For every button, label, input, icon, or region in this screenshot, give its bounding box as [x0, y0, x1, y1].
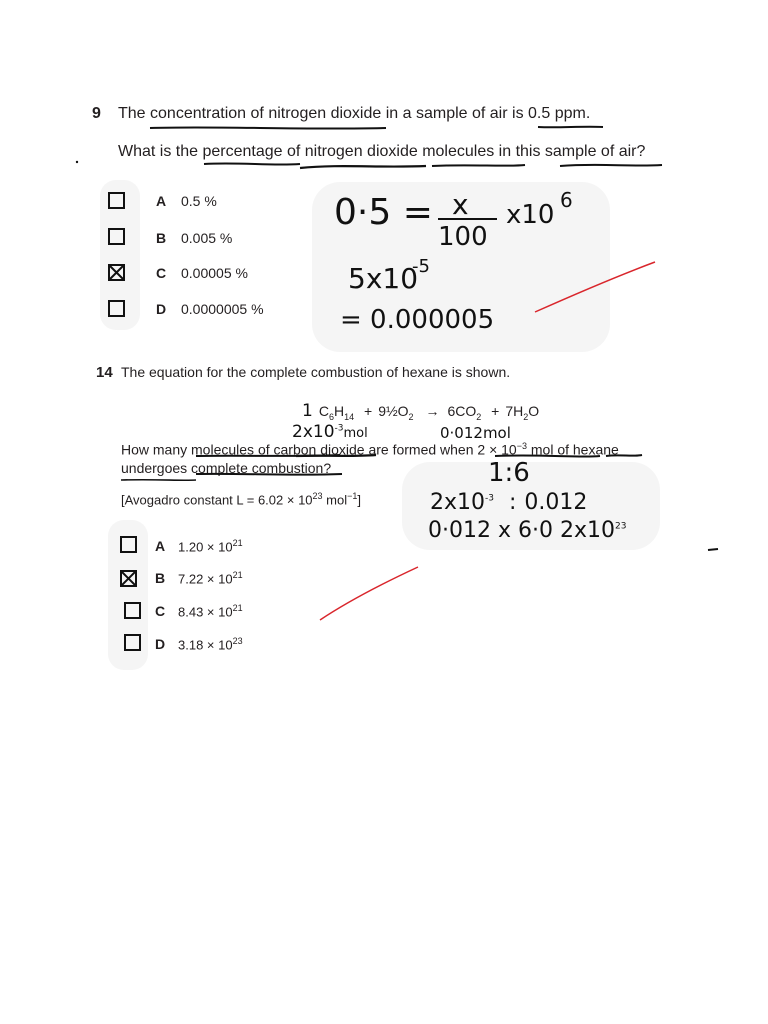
q14-work-line2-left: 2x10 — [430, 490, 486, 515]
q14-question-text: How many molecules of carbon dioxide are formed when 2 × 10 — [121, 441, 517, 458]
q9-option-letter: B — [156, 230, 167, 246]
red-tick-mark — [535, 262, 655, 312]
q14-work-line3-text: 0·012 x 6·0 2x10 — [428, 518, 615, 543]
underline-mark — [121, 480, 196, 481]
q14-option-exp: 21 — [232, 570, 243, 580]
stray-dot — [76, 161, 78, 163]
q9-option-letter: D — [156, 301, 167, 317]
avogadro-close: ] — [357, 492, 362, 508]
q14-stem: The equation for the complete combustion of hexane is shown. — [121, 364, 511, 380]
q14-option-letter: C — [155, 603, 166, 619]
underline-mark — [495, 455, 600, 456]
hexane-formula-h: H — [333, 403, 345, 419]
q14-question-text-end: mol of hexane — [526, 441, 619, 458]
co2-formula: 6CO — [447, 403, 477, 419]
q14-option-letter: D — [155, 636, 166, 652]
q9-work-line2-exponent: -5 — [412, 256, 430, 277]
q14-work-line2-sep: : — [509, 490, 517, 515]
q9-work-line1-right: x10 — [506, 200, 555, 230]
q14-work-ratio: 1:6 — [488, 458, 530, 488]
avogadro-unit: mol — [322, 492, 348, 508]
underline-mark — [150, 127, 386, 128]
cross-mark — [110, 266, 123, 279]
q14-work-line2-right: 0.012 — [524, 490, 588, 515]
q9-option-value: 0.005 % — [181, 230, 233, 246]
q14-option-exp: 21 — [232, 538, 243, 548]
water-formula-h: 7H — [505, 403, 524, 419]
q14-option-exp: 21 — [232, 603, 243, 613]
q9-work-line1-exponent: 6 — [560, 188, 573, 212]
q14-option-letter: A — [155, 538, 166, 554]
underline-mark — [538, 127, 603, 128]
q14-option-mantissa: 7.22 × 10 — [178, 571, 233, 587]
q14-number: 14 — [96, 364, 113, 381]
hexane-formula-c: C — [318, 403, 329, 419]
underline-mark — [196, 474, 342, 475]
q14-option-mantissa: 3.18 × 10 — [178, 637, 233, 653]
hand-moles-hexane-unit: mol — [343, 426, 368, 441]
q9-option-value: 0.0000005 % — [181, 301, 264, 317]
water-formula-o: O — [528, 403, 540, 419]
q14-option-letter: B — [155, 570, 166, 586]
q9-work-line2: 5x10 — [348, 262, 419, 295]
oxygen-formula: 9½O — [378, 403, 409, 419]
q14-hand-moles-co2: 0·012mol — [440, 424, 511, 442]
q14-question-exp: −3 — [516, 441, 527, 451]
co2-sub: 2 — [476, 411, 482, 422]
underline-mark — [296, 455, 376, 456]
hexane-sub-14: 14 — [344, 411, 355, 422]
q14-work-line3-exp: 23 — [614, 521, 627, 532]
q9-option-letter: A — [156, 193, 167, 209]
q14-option-mantissa: 8.43 × 10 — [178, 604, 233, 620]
underline-mark — [560, 165, 662, 166]
cross-mark — [122, 572, 135, 585]
q14-work-line2-exp: -3 — [485, 493, 494, 504]
oxygen-sub: 2 — [408, 411, 414, 422]
avogadro-unit-exp: −1 — [347, 491, 358, 501]
equation-plus: + — [364, 403, 373, 419]
underline-mark — [432, 165, 525, 166]
q9-option-letter: C — [156, 265, 167, 281]
q9-work-fraction-numerator: x — [452, 188, 469, 221]
q9-work-line3: = 0.000005 — [340, 305, 495, 335]
q14-question-line2: undergoes complete combustion? — [121, 460, 332, 476]
avogadro-exp: 23 — [312, 491, 323, 501]
q9-stem: The concentration of nitrogen dioxide in a sample of air is 0.5 ppm. — [118, 105, 591, 122]
q9-option-value: 0.00005 % — [181, 265, 248, 281]
q14-equation-hand-coefficient: 1 — [302, 401, 313, 421]
q14-option-mantissa: 1.20 × 10 — [178, 539, 233, 555]
equation-plus: + — [491, 403, 500, 419]
q14-option-exp: 23 — [232, 636, 243, 646]
red-tick-mark — [320, 567, 418, 620]
avogadro-text: [Avogadro constant L = 6.02 × 10 — [121, 492, 313, 508]
hand-moles-hexane-value: 2x10 — [292, 422, 335, 442]
hand-moles-hexane-exp: -3 — [334, 423, 344, 434]
q9-work-line1-left: 0·5 = — [334, 192, 433, 233]
stray-dash — [708, 549, 718, 550]
q9-option-value: 0.5 % — [181, 193, 217, 209]
q9-work-fraction-denominator: 100 — [438, 222, 488, 252]
underline-mark — [606, 455, 642, 456]
underline-mark — [204, 163, 300, 164]
hexane-sub-6: 6 — [328, 411, 334, 422]
q9-number: 9 — [92, 105, 101, 122]
reaction-arrow: → — [425, 403, 440, 419]
water-sub: 2 — [523, 411, 529, 422]
q9-question: What is the percentage of nitrogen dioxide molecules in this sample of air? — [118, 143, 646, 160]
underline-mark — [300, 166, 426, 168]
